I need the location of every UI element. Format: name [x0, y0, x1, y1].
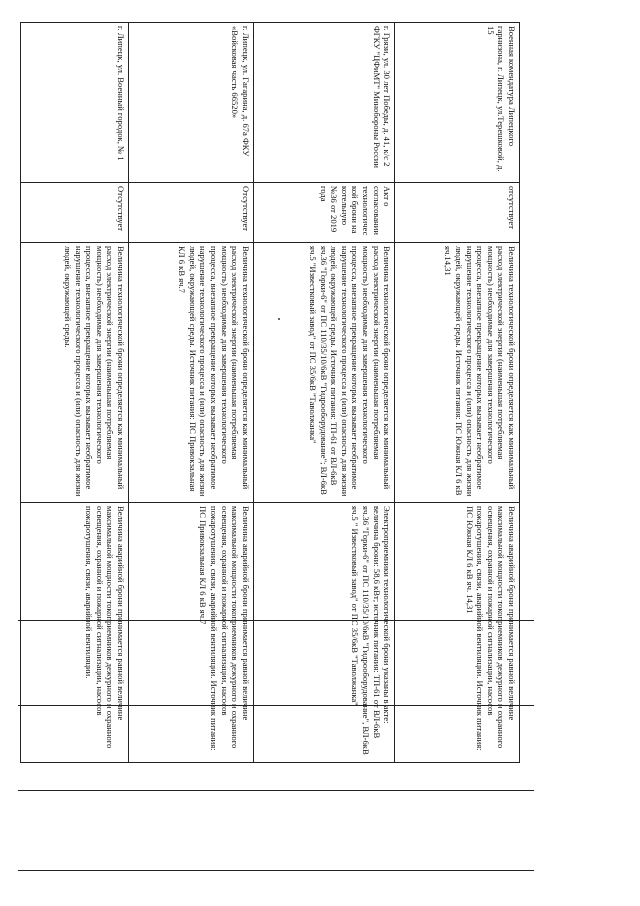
- rotated-table-container: [20, 22, 520, 762]
- emergency-reserve-cell: Величина аварийной брони принимается равной величине максимальной мощности токоприемников дежурного и охранного освещения, охранной и пожарной сигнализации, насосов пожаротушения, связи, аварийной вентиляции.: [21, 503, 129, 763]
- table-row: [253, 23, 394, 763]
- table-row: [395, 23, 520, 763]
- horizontal-rule: [18, 620, 534, 621]
- tech-reserve-cell: Величина технологической брони определяется как минимальный расход электрической энергии (наименьшая потребляемая мощность) необходимые для завершения технологического процесса, внезапное прекращение которых вызывает необратимое нарушение технологического процесса и (или) опасность для жизни людей, окружающей среды. Источник питания: ПС Южная КЛ 6 кВ яч.14,31: [395, 243, 520, 503]
- horizontal-rule: [18, 870, 534, 871]
- emergency-reserve-cell: Электроприемники технологической брони указаны в акте: величина брони: 58,6 кВт; источник питания: ТП-61 от ВЛ-6кВ яч.36 "Горки-6" от ПС 110/35/10/6кВ "Гидрооборудование", ВЛ-6кВ яч.5 " Известковый завод" от ПС 35/6кВ "Таволжанка": [253, 503, 394, 763]
- power-reserve-table: [20, 22, 520, 763]
- table-row: [129, 23, 254, 763]
- tech-reserve-cell: Величина технологической брони определяется как минимальный расход электрической энергии (наименьшая потребляемая мощность) необходимые для завершения технологического процесса, внезапное прекращение которых вызывает необратимое нарушение технологического процесса и (или) опасность для жизни людей, окружающей среды.: [21, 243, 129, 503]
- scan-speck: [278, 318, 280, 320]
- tech-reserve-cell: Величина технологической брони определяется как минимальный расход электрической энергии (наименьшая потребляемая мощность) необходимые для завершения технологического процесса, внезапное прекращение которых вызывает необратимое нарушение технологического процесса и (или) опасность для жизни людей, окружающей среды. Источник питания: ТП-61 от ВЛ-6кВ яч.36 "Горки-6" от ПС 110/35/10/6кВ "Гидрооборудование"; ВЛ-6кВ яч.5 "Известковый завод" от ПС 35/6кВ "Таволжанка": [253, 243, 394, 503]
- address-cell: г. Липецк, ул. Гагарина, д. 67а ФКУ «Войсковая часть 66520»: [129, 23, 254, 183]
- act-cell: Отсутствует: [21, 183, 129, 243]
- horizontal-rule: [18, 705, 534, 706]
- act-cell: Отсутствует: [129, 183, 254, 243]
- emergency-reserve-cell: Величина аварийной брони принимается равной величине максимальной мощности токоприемников дежурного и охранного освещения, охранной и пожарной сигнализации, насосов пожаротушения, связи, аварийной вентиляции. Источник питания: ПС Привокзальная КЛ 6 кВ яч.7: [129, 503, 254, 763]
- act-cell: отсутствует: [395, 183, 520, 243]
- address-cell: Военная комендатура Липецкого гарнизона, г. Липецк, ул.Терешковой, д. 15: [395, 23, 520, 183]
- address-cell: г. Грязи, ул. 30 лет Победы, д. 41, к/с 2 ФГКУ "ЦФиМТ" Минобороны России: [253, 23, 394, 183]
- table-row: [21, 23, 129, 763]
- address-cell: г. Липецк, ул. Военный городок, № 1: [21, 23, 129, 183]
- act-cell: Акт о согласовании технологической брони на котельную №36 от 2019 года: [253, 183, 394, 243]
- tech-reserve-cell: Величина технологической брони определяется как минимальный расход электрической энергии (наименьшая потребляемая мощность) необходимые для завершения технологического процесса, внезапное прекращение которых вызывает необратимое нарушение технологического процесса и (или) опасность для жизни людей, окружающей среды. Источник питания: ПС Привокзальная КЛ 6 кВ яч.7: [129, 243, 254, 503]
- horizontal-rule: [18, 790, 534, 791]
- emergency-reserve-cell: Величина аварийной брони принимается равной величине максимальной мощности токоприемников дежурного и охранного освещения, охранной и пожарной сигнализации, насосов пожаротушения, связи, аварийной вентиляции. Источник питания: ПС Южная КЛ 6 кВ яч. 14,31: [395, 503, 520, 763]
